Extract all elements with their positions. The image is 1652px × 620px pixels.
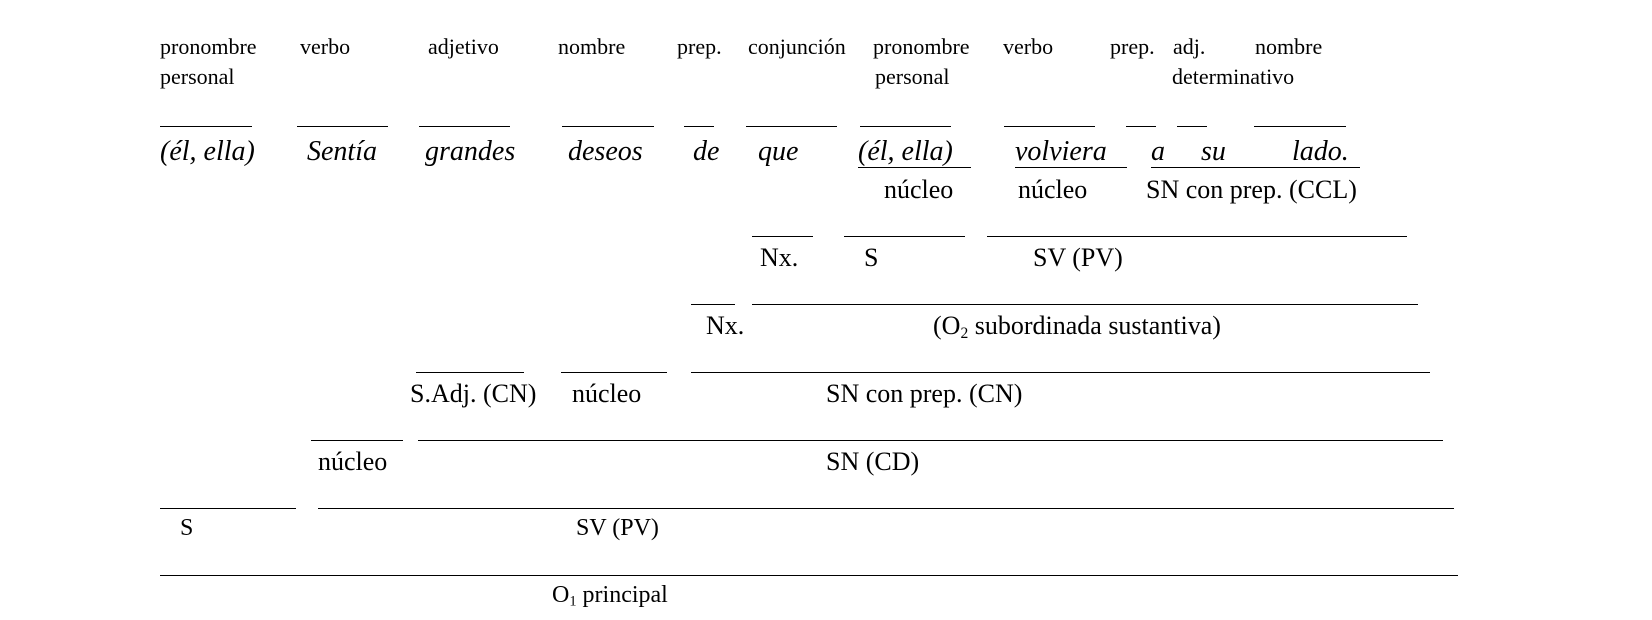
line-sv-main xyxy=(318,508,1454,509)
word-que: que xyxy=(758,136,799,167)
pos-tag-noun-2: nombre xyxy=(1255,34,1323,59)
label-s-sub: S xyxy=(864,243,879,272)
line-o1 xyxy=(160,575,1458,576)
pos-tag-adjective: adjetivo xyxy=(428,34,499,59)
pos-tag-pronoun-personal: personal xyxy=(160,64,235,89)
pos-tag-determinativo: determinativo xyxy=(1172,64,1295,89)
line-sn-cd xyxy=(418,440,1443,441)
label-o2-suffix: subordinada sustantiva) xyxy=(968,311,1221,340)
line-sn-prep-cn xyxy=(691,372,1430,373)
word-lado: lado. xyxy=(1292,136,1349,167)
pos-line-10 xyxy=(1177,126,1207,127)
label-sadj-cn: S.Adj. (CN) xyxy=(410,379,537,408)
word-deseos: deseos xyxy=(568,136,643,167)
line-s-main xyxy=(160,508,296,509)
pos-line-11 xyxy=(1254,126,1346,127)
line-o2 xyxy=(752,304,1418,305)
pos-tag-noun: nombre xyxy=(558,34,626,59)
underline-a-su-lado xyxy=(1151,167,1360,168)
word-de: de xyxy=(693,136,720,167)
label-o1-prefix: O xyxy=(552,582,570,608)
pos-tag-prep: prep. xyxy=(677,34,722,59)
word-grandes: grandes xyxy=(425,136,516,167)
label-o1-suffix: principal xyxy=(576,582,668,608)
underline-volviera xyxy=(1015,167,1127,168)
pos-tag-conjunction: conjunción xyxy=(748,34,846,59)
pos-line-6 xyxy=(746,126,837,127)
line-nucleo-verbo-main xyxy=(311,440,403,441)
label-nucleo-pron: núcleo xyxy=(884,175,954,204)
line-nucleo-nombre xyxy=(561,372,667,373)
label-nucleo-verbo-main: núcleo xyxy=(318,447,388,476)
pos-tag-prep-2: prep. xyxy=(1110,34,1155,59)
word-su: su xyxy=(1201,136,1226,167)
label-o2-subordinada xyxy=(933,311,1221,342)
pos-line-3 xyxy=(419,126,510,127)
line-sv-sub xyxy=(987,236,1407,237)
pos-line-5 xyxy=(684,126,714,127)
label-o1-index: 1 xyxy=(569,593,577,610)
pos-line-4 xyxy=(562,126,654,127)
pos-tag-pronoun-2: pronombre xyxy=(873,34,970,59)
label-o2-index: 2 xyxy=(960,324,969,342)
pos-line-2 xyxy=(297,126,388,127)
label-sn-cd: SN (CD) xyxy=(826,447,920,476)
pos-line-1 xyxy=(160,126,252,127)
line-s-sub xyxy=(844,236,965,237)
label-o1-principal xyxy=(552,582,668,610)
line-nx1 xyxy=(752,236,813,237)
label-sn-prep-cn: SN con prep. (CN) xyxy=(826,379,1023,408)
label-nx2: Nx. xyxy=(706,311,745,340)
pos-tag-pronoun: pronombre xyxy=(160,34,257,59)
label-s-main: S xyxy=(180,515,194,541)
pos-tag-adj-det: adj. xyxy=(1173,34,1206,59)
label-nucleo-verbo: núcleo xyxy=(1018,175,1088,204)
label-nucleo-nombre: núcleo xyxy=(572,379,642,408)
line-sadj-cn xyxy=(416,372,524,373)
pos-line-8 xyxy=(1004,126,1095,127)
label-sv-main: SV (PV) xyxy=(576,515,659,541)
word-sentia: Sentía xyxy=(307,136,377,167)
pos-tag-verb-2: verbo xyxy=(1003,34,1054,59)
underline-el-ella xyxy=(858,167,971,168)
pos-line-9 xyxy=(1126,126,1156,127)
line-nx2 xyxy=(691,304,735,305)
label-sv-sub: SV (PV) xyxy=(1033,243,1123,272)
word-el-ella: (él, ella) xyxy=(160,136,255,167)
pos-tag-pronoun-2-personal: personal xyxy=(875,64,950,89)
word-a: a xyxy=(1151,136,1165,167)
word-el-ella-2: (él, ella) xyxy=(858,136,953,167)
pos-tag-verb: verbo xyxy=(300,34,351,59)
word-volviera: volviera xyxy=(1015,136,1107,167)
label-o2-prefix: (O xyxy=(933,311,961,340)
label-nx1: Nx. xyxy=(760,243,799,272)
pos-line-7 xyxy=(860,126,951,127)
label-sn-prep-ccl: SN con prep. (CCL) xyxy=(1146,175,1357,204)
